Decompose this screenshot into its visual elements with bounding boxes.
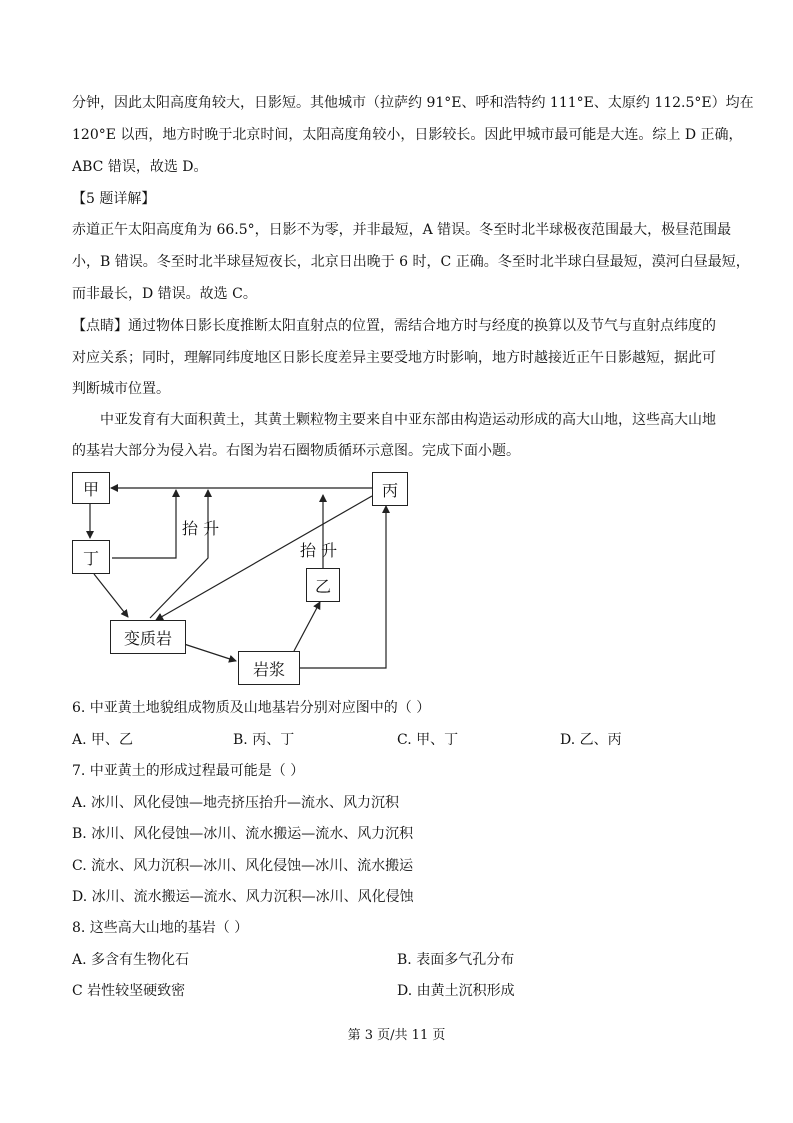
question-6-option-d: D. 乙、丙 bbox=[560, 732, 622, 748]
box-ding: 丁 bbox=[72, 540, 110, 574]
explanation-line: 【点睛】通过物体日影长度推断太阳直射点的位置，需结合地方时与经度的换算以及节气与直射点纬度的 bbox=[72, 318, 716, 334]
rock-cycle-diagram bbox=[64, 466, 424, 688]
uplift-label-left: 抬 升 bbox=[182, 519, 220, 538]
question-7-option-b: B. 冰川、风化侵蚀—冰川、流水搬运—流水、风力沉积 bbox=[72, 826, 414, 842]
question-8-option-a: A. 多含有生物化石 bbox=[72, 952, 190, 968]
question-7-option-d: D. 冰川、流水搬运—流水、风力沉积—冰川、风化侵蚀 bbox=[72, 889, 414, 905]
question-8-option-b: B. 表面多气孔分布 bbox=[397, 952, 515, 968]
box-yi: 乙 bbox=[306, 568, 340, 602]
explanation-line: 120°E 以西，地方时晚于北京时间，太阳高度角较小，日影较长。因此甲城市最可能是大连。综上 D 正确， bbox=[72, 127, 743, 143]
question-8-stem: 8. 这些高大山地的基岩（ ） bbox=[72, 920, 249, 936]
intro-line: 中亚发育有大面积黄土，其黄土颗粒物主要来自中亚东部由构造运动形成的高大山地，这些高大山地 bbox=[100, 412, 716, 428]
question-8-option-d: D. 由黄土沉积形成 bbox=[397, 983, 515, 999]
explanation-line: 分钟，因此太阳高度角较大，日影短。其他城市（拉萨约 91°E、呼和浩特约 111°E、太原约 112.5°E）均在 bbox=[72, 95, 754, 111]
explanation-line: 小，B 错误。冬至时北半球昼短夜长，北京日出晚于 6 时，C 正确。冬至时北半球白昼最短，漠河白昼最短， bbox=[72, 254, 750, 270]
explanation-line: 赤道正午太阳高度角为 66.5°，日影不为零，并非最短，A 错误。冬至时北半球极夜范围最大，极昼范围最 bbox=[72, 222, 732, 238]
box-jia: 甲 bbox=[72, 472, 110, 504]
question-8-option-c: C 岩性较坚硬致密 bbox=[72, 983, 186, 999]
question-7-option-a: A. 冰川、风化侵蚀—地壳挤压抬升—流水、风力沉积 bbox=[72, 795, 400, 811]
question-7-stem: 7. 中亚黄土的形成过程最可能是（ ） bbox=[72, 763, 305, 779]
uplift-label-right: 抬 升 bbox=[300, 541, 338, 560]
question-6-option-a: A. 甲、乙 bbox=[72, 732, 134, 748]
explanation-line: ABC 错误，故选 D。 bbox=[72, 159, 208, 175]
question-6-option-c: C. 甲、丁 bbox=[397, 732, 459, 748]
section-heading: 【5 题详解】 bbox=[72, 191, 156, 207]
intro-line: 的基岩大部分为侵入岩。右图为岩石圈物质循环示意图。完成下面小题。 bbox=[72, 443, 520, 459]
page-footer: 第 3 页/共 11 页 bbox=[347, 1028, 446, 1043]
question-6-stem: 6. 中亚黄土地貌组成物质及山地基岩分别对应图中的（ ） bbox=[72, 700, 431, 716]
explanation-line: 而非最长，D 错误。故选 C。 bbox=[72, 286, 257, 302]
box-bing: 丙 bbox=[372, 472, 408, 506]
question-7-option-c: C. 流水、风力沉积—冰川、风化侵蚀—冰川、流水搬运 bbox=[72, 858, 414, 874]
explanation-line: 判断城市位置。 bbox=[72, 381, 170, 397]
box-metamorphic-rock: 变质岩 bbox=[110, 620, 186, 654]
explanation-line: 对应关系；同时，理解同纬度地区日影长度差异主要受地方时影响，地方时越接近正午日影越短，据此可 bbox=[72, 350, 716, 366]
box-magma: 岩浆 bbox=[238, 651, 300, 685]
question-6-option-b: B. 丙、丁 bbox=[233, 732, 295, 748]
